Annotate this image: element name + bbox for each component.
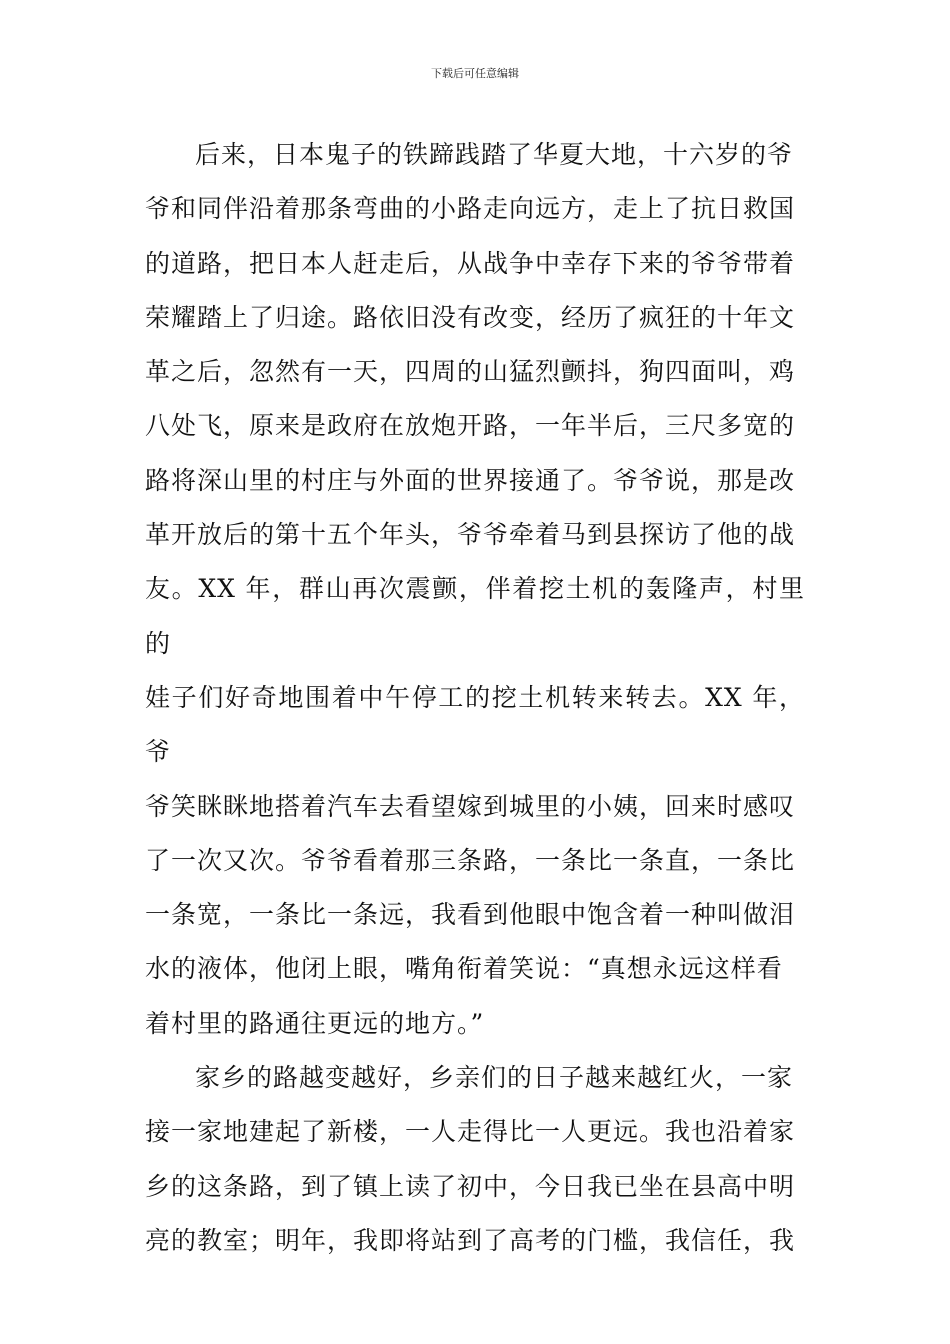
paragraph-hometown-road: 家乡的路越变越好，乡亲们的日子越来越红火，一家 接一家地建起了新楼，一人走得比一人更远。我也沿着家 乡的这条路，到了镇上读了初中，今日我已坐在县高中明 亮的教室；明年，我即将站到了高考的门槛，我信任，我 xyxy=(145,1063,796,1255)
document-body xyxy=(145,128,805,1268)
paragraph-grandfather-roads: 后来，日本鬼子的铁蹄践踏了华夏大地，十六岁的爷 爷和同伴沿着那条弯曲的小路走向远方，走上了抗日救国 的道路，把日本人赶走后，从战争中幸存下来的爷爷带着 荣耀踏上了归途。路依旧没有改变，经历了疯狂的十年文 革之后，忽然有一天，四周的山猛烈颤抖，狗四面叫，鸡 八处飞，原来是政府在放炮开路，一年半后，三尺多宽的 路将深山里的村庄与外面的世界接通了。爷爷说，那是改 革开放后的第十五个年头，爷爷牵着马到县探访了他的战 友。XX 年，群山再次震颤，伴着挖土机的轰隆声，村里的 娃子们好奇地围着中午停工的挖土机转来转去。XX 年，爷 爷笑眯眯地搭着汽车去看望嫁到城里的小姨，回来时感叹 了一次又次。爷爷看着那三条路，一条比一条直，一条比 一条宽，一条比一条远，我看到他眼中饱含着一种叫做泪 水的液体，他闭上眼，嘴角衔着笑说：“真想永远这样看 着村里的路通往更远的地方。” xyxy=(145,140,805,1038)
page-header: 下载后可任意编辑 xyxy=(431,67,519,80)
